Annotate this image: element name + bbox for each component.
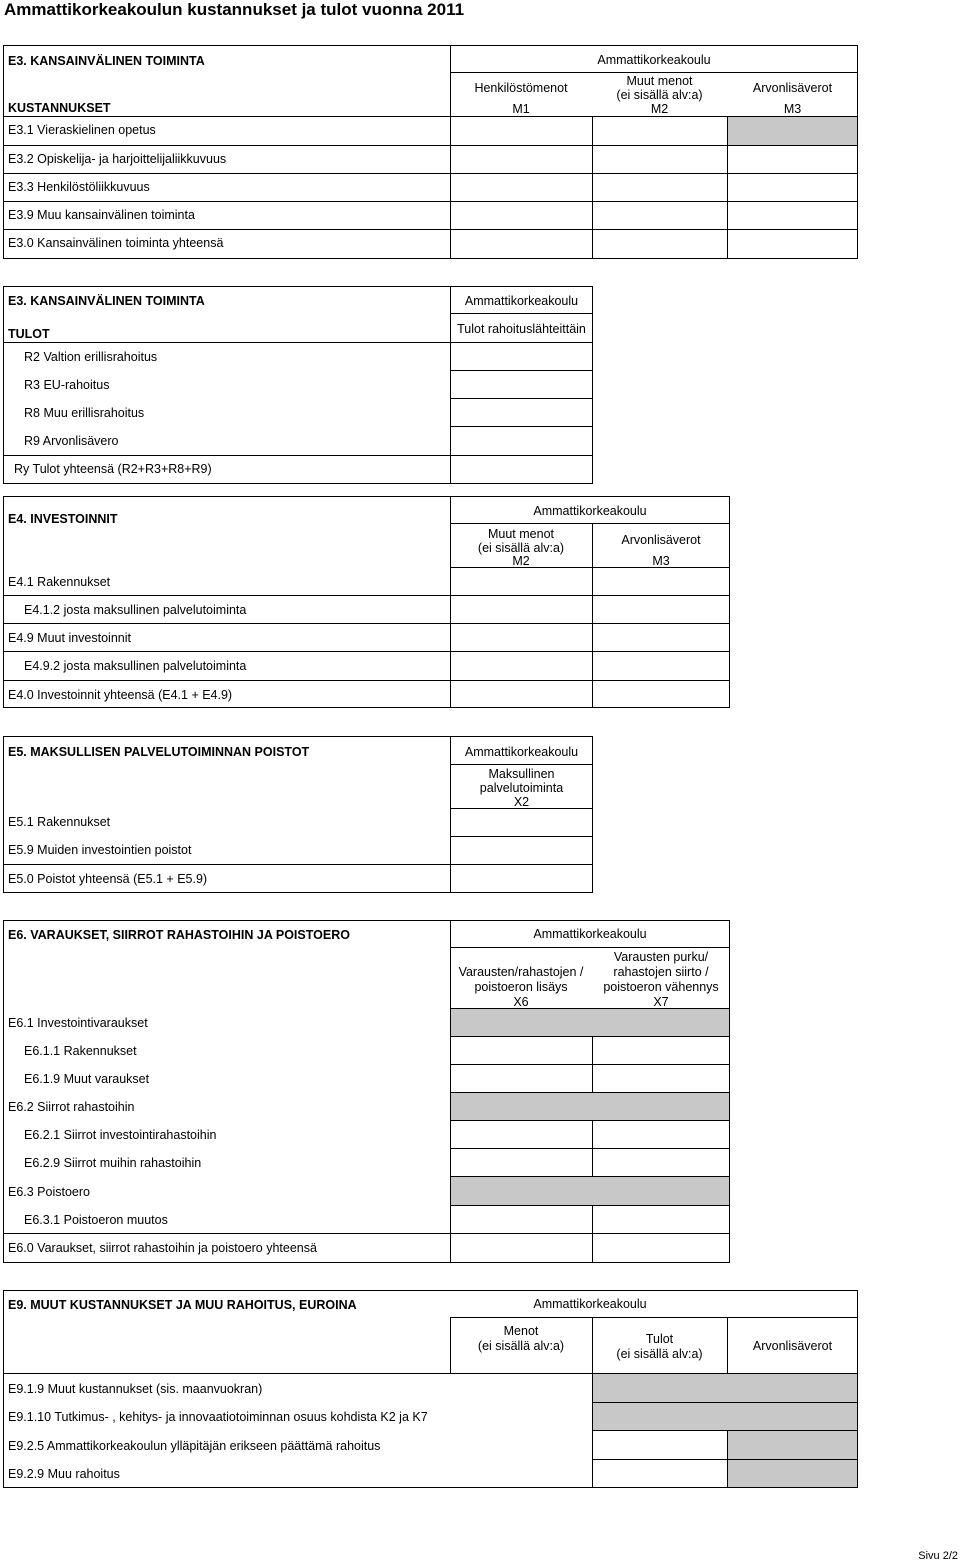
column-header: Menot [503, 1324, 539, 1338]
row-label: E4.1.2 josta maksullinen palvelutoiminta [24, 603, 247, 617]
row-label: R9 Arvonlisävero [24, 434, 119, 448]
section-subheading: KUSTANNUKSET [8, 101, 111, 115]
column-header-note: (ei sisällä alv:a) [616, 88, 703, 102]
column-header: Varausten/rahastojen / [458, 965, 584, 979]
section-heading: E6. VARAUKSET, SIIRROT RAHASTOIHIN JA POISTOERO [8, 928, 350, 942]
column-code: X7 [653, 995, 669, 1009]
disabled-cell [592, 1402, 858, 1431]
column-code: M2 [650, 102, 669, 116]
disabled-cell [592, 1373, 858, 1403]
column-header: palvelutoiminta [479, 781, 564, 795]
row-label: R3 EU-rahoitus [24, 378, 110, 392]
row-label: E4.9 Muut investoinnit [8, 631, 131, 645]
row-label: E5.0 Poistot yhteensä (E5.1 + E5.9) [8, 872, 208, 886]
section-heading: E3. KANSAINVÄLINEN TOIMINTA [8, 294, 205, 308]
column-code: M2 [512, 554, 530, 568]
row-label: E9.2.9 Muu rahoitus [8, 1467, 120, 1481]
row-label: E6.0 Varaukset, siirrot rahastoihin ja poistoero yhteensä [8, 1241, 317, 1255]
column-header: rahastojen siirto / [613, 965, 709, 979]
row-label: E9.1.10 Tutkimus- , kehitys- ja innovaatiotoiminnan osuus kohdista K2 ja K7 [8, 1410, 428, 1424]
row-label: Ry Tulot yhteensä (R2+R3+R8+R9) [14, 462, 212, 476]
row-label: E6.1.1 Rakennukset [24, 1044, 137, 1058]
row-label: E6.3.1 Poistoeron muutos [24, 1213, 168, 1227]
section-heading: E5. MAKSULLISEN PALVELUTOIMINNAN POISTOT [8, 745, 310, 759]
row-label: E3.1 Vieraskielinen opetus [8, 123, 156, 137]
column-code: X6 [513, 995, 529, 1009]
column-header: Muut menot [626, 74, 693, 88]
column-header: Tulot rahoituslähteittäin [457, 322, 586, 336]
row-label: E5.1 Rakennukset [8, 815, 111, 829]
column-header: poistoeron vähennys [603, 980, 719, 994]
section-subheading: TULOT [8, 327, 50, 341]
disabled-cell [727, 1430, 858, 1460]
row-label: E4.0 Investoinnit yhteensä (E4.1 + E4.9) [8, 688, 233, 702]
column-group-header: Ammattikorkeakoulu [597, 53, 711, 67]
column-group-header: Ammattikorkeakoulu [533, 927, 647, 941]
row-label: E3.0 Kansainvälinen toiminta yhteensä [8, 236, 224, 250]
column-code: M3 [783, 102, 802, 116]
row-label: E4.1 Rakennukset [8, 575, 111, 589]
row-label: E6.2.9 Siirrot muihin rahastoihin [24, 1156, 202, 1170]
row-label: E3.3 Henkilöstöliikkuvuus [8, 180, 150, 194]
column-header: Arvonlisäverot [752, 81, 833, 95]
column-header: Varausten purku/ [613, 950, 709, 964]
page-number: Sivu 2/2 [918, 1550, 958, 1562]
row-label: E3.9 Muu kansainvälinen toiminta [8, 208, 195, 222]
disabled-cell [727, 1459, 858, 1488]
row-label: E6.1.9 Muut varaukset [24, 1072, 150, 1086]
column-header: Henkilöstömenot [474, 81, 568, 95]
disabled-cell [450, 1008, 730, 1037]
column-code: M3 [652, 554, 670, 568]
column-header: Muut menot [487, 527, 554, 541]
column-header: Maksullinen [488, 767, 555, 781]
row-label: E6.2 Siirrot rahastoihin [8, 1100, 135, 1114]
disabled-cell [450, 1176, 730, 1206]
row-label: E9.1.9 Muut kustannukset (sis. maanvuokran) [8, 1382, 263, 1396]
section-heading: E3. KANSAINVÄLINEN TOIMINTA [8, 54, 205, 68]
section-heading: E4. INVESTOINNIT [8, 512, 118, 526]
column-header: Tulot [645, 1332, 674, 1346]
row-label: E6.3 Poistoero [8, 1185, 90, 1199]
column-code: M1 [512, 102, 530, 116]
row-label: E4.9.2 josta maksullinen palvelutoiminta [24, 659, 247, 673]
column-header: poistoeron lisäys [474, 980, 568, 994]
section-heading: E9. MUUT KUSTANNUKSET JA MUU RAHOITUS, EUROINA [8, 1298, 357, 1312]
row-label: R8 Muu erillisrahoitus [24, 406, 145, 420]
row-label: E3.2 Opiskelija- ja harjoittelijaliikkuvuus [8, 152, 227, 166]
column-header-note: (ei sisällä alv:a) [477, 541, 565, 555]
page-title: Ammattikorkeakoulun kustannukset ja tulot vuonna 2011 [4, 0, 465, 19]
row-label: E5.9 Muiden investointien poistot [8, 843, 192, 857]
disabled-cell [450, 1092, 730, 1121]
column-group-header: Ammattikorkeakoulu [533, 1297, 647, 1311]
row-label: E9.2.5 Ammattikorkeakoulun ylläpitäjän erikseen päättämä rahoitus [8, 1439, 381, 1453]
disabled-cell [727, 116, 858, 146]
column-header: Arvonlisäverot [621, 533, 701, 547]
column-group-header: Ammattikorkeakoulu [464, 294, 579, 308]
row-label: E6.2.1 Siirrot investointirahastoihin [24, 1128, 217, 1142]
column-header-note: (ei sisällä alv:a) [477, 1339, 565, 1353]
column-code: X2 [513, 795, 530, 809]
column-header: Arvonlisäverot [752, 1339, 833, 1353]
column-group-header: Ammattikorkeakoulu [533, 504, 647, 518]
column-group-header: Ammattikorkeakoulu [464, 745, 579, 759]
row-label: E6.1 Investointivaraukset [8, 1016, 148, 1030]
column-header-note: (ei sisällä alv:a) [616, 1347, 703, 1361]
row-label: R2 Valtion erillisrahoitus [24, 350, 158, 364]
